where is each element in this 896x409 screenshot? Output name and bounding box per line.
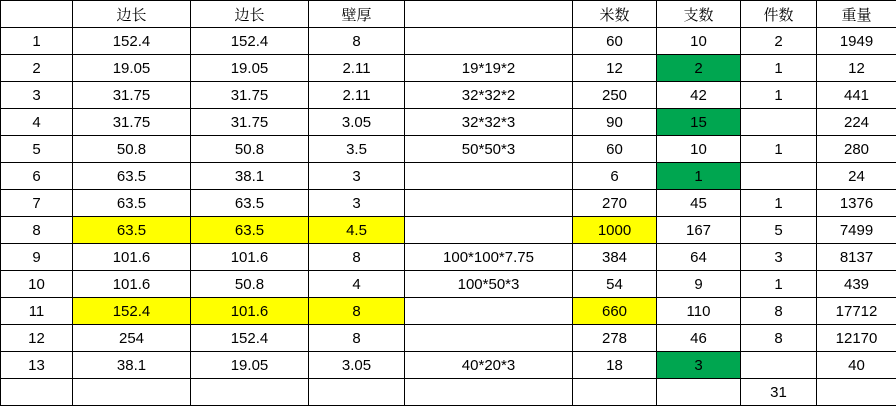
table-cell[interactable]: 1000 (573, 217, 657, 244)
table-cell[interactable]: 50.8 (191, 136, 309, 163)
table-cell[interactable]: 3 (1, 82, 73, 109)
table-cell[interactable]: 1 (741, 55, 817, 82)
table-cell[interactable]: 250 (573, 82, 657, 109)
table-cell-empty[interactable] (405, 298, 573, 325)
table-cell[interactable]: 254 (73, 325, 191, 352)
table-row (1, 217, 896, 244)
column-header[interactable]: 支数 (657, 1, 741, 28)
table-cell[interactable]: 13 (1, 352, 73, 379)
table-cell-empty[interactable] (741, 109, 817, 136)
table-cell-empty[interactable] (741, 352, 817, 379)
table-cell[interactable]: 8 (741, 325, 817, 352)
table-cell[interactable]: 50.8 (191, 271, 309, 298)
table-cell-empty[interactable] (191, 379, 309, 406)
table-cell[interactable]: 100*50*3 (405, 271, 573, 298)
table-cell[interactable]: 9 (1, 244, 73, 271)
table-cell[interactable]: 101.6 (73, 271, 191, 298)
table-header-row (1, 1, 896, 28)
table-cell-empty[interactable] (817, 379, 896, 406)
column-header[interactable]: 米数 (573, 1, 657, 28)
table-cell[interactable]: 19*19*2 (405, 55, 573, 82)
table-cell[interactable]: 19.05 (191, 55, 309, 82)
table-cell[interactable]: 15 (657, 109, 741, 136)
table-cell[interactable]: 280 (817, 136, 896, 163)
table-row (1, 325, 896, 352)
table-cell[interactable]: 38.1 (191, 163, 309, 190)
table-cell-empty[interactable] (405, 163, 573, 190)
table-cell[interactable]: 2 (657, 55, 741, 82)
table-cell[interactable]: 660 (573, 298, 657, 325)
table-cell[interactable]: 54 (573, 271, 657, 298)
table-cell[interactable]: 2.11 (309, 55, 405, 82)
table-cell[interactable]: 3 (309, 163, 405, 190)
column-header[interactable]: 边长 (73, 1, 191, 28)
table-cell[interactable]: 1376 (817, 190, 896, 217)
table-cell[interactable]: 63.5 (73, 163, 191, 190)
table-cell[interactable]: 63.5 (73, 190, 191, 217)
table-cell[interactable]: 1 (741, 136, 817, 163)
table-cell-empty[interactable] (309, 379, 405, 406)
table-cell[interactable]: 60 (573, 136, 657, 163)
table-cell[interactable]: 384 (573, 244, 657, 271)
table-cell[interactable]: 110 (657, 298, 741, 325)
table-cell[interactable]: 19.05 (191, 352, 309, 379)
table-cell[interactable]: 42 (657, 82, 741, 109)
table-cell[interactable]: 11 (1, 298, 73, 325)
table-cell[interactable]: 224 (817, 109, 896, 136)
table-cell[interactable]: 45 (657, 190, 741, 217)
table-row (1, 82, 896, 109)
table-cell[interactable]: 8 (309, 244, 405, 271)
table-cell[interactable]: 32*32*2 (405, 82, 573, 109)
table-cell[interactable]: 18 (573, 352, 657, 379)
table-cell[interactable]: 1 (741, 82, 817, 109)
column-header[interactable]: 边长 (191, 1, 309, 28)
column-header-empty[interactable] (1, 1, 73, 28)
table-cell[interactable]: 1 (1, 28, 73, 55)
table-cell[interactable]: 32*32*3 (405, 109, 573, 136)
table-cell[interactable]: 152.4 (191, 28, 309, 55)
table-cell[interactable]: 19.05 (73, 55, 191, 82)
table-cell[interactable]: 1 (741, 271, 817, 298)
column-header[interactable]: 重量 (817, 1, 896, 28)
table-cell[interactable]: 4 (309, 271, 405, 298)
table-cell[interactable]: 3 (309, 190, 405, 217)
table-cell[interactable]: 441 (817, 82, 896, 109)
table-cell[interactable]: 8 (741, 298, 817, 325)
table-row (1, 136, 896, 163)
table-cell[interactable]: 50*50*3 (405, 136, 573, 163)
table-cell[interactable]: 10 (1, 271, 73, 298)
table-cell[interactable]: 12 (817, 55, 896, 82)
column-header-empty[interactable] (405, 1, 573, 28)
table-cell[interactable]: 8137 (817, 244, 896, 271)
table-cell[interactable]: 10 (657, 136, 741, 163)
table-row (1, 352, 896, 379)
table-cell[interactable]: 31.75 (73, 82, 191, 109)
table-cell[interactable]: 8 (309, 298, 405, 325)
table-cell[interactable]: 152.4 (73, 28, 191, 55)
table-cell[interactable]: 10 (657, 28, 741, 55)
table-cell[interactable]: 101.6 (73, 244, 191, 271)
table-cell[interactable]: 3.05 (309, 352, 405, 379)
table-row (1, 28, 896, 55)
table-cell-empty[interactable] (405, 28, 573, 55)
table-cell[interactable]: 90 (573, 109, 657, 136)
table-cell[interactable]: 40 (817, 352, 896, 379)
table-cell[interactable]: 64 (657, 244, 741, 271)
table-cell[interactable]: 101.6 (191, 298, 309, 325)
table-row (1, 298, 896, 325)
table-cell[interactable]: 12170 (817, 325, 896, 352)
table-cell[interactable]: 3 (741, 244, 817, 271)
table-cell-empty[interactable] (405, 379, 573, 406)
table-cell-empty[interactable] (405, 190, 573, 217)
table-row (1, 244, 896, 271)
table-cell[interactable]: 5 (1, 136, 73, 163)
table-cell[interactable]: 24 (817, 163, 896, 190)
table-cell[interactable]: 270 (573, 190, 657, 217)
table-row (1, 271, 896, 298)
table-cell[interactable]: 38.1 (73, 352, 191, 379)
table-cell[interactable]: 8 (309, 28, 405, 55)
table-cell[interactable]: 63.5 (73, 217, 191, 244)
table-cell[interactable]: 8 (309, 325, 405, 352)
table-body (1, 1, 896, 406)
table-cell-empty[interactable] (405, 217, 573, 244)
table-cell[interactable]: 7499 (817, 217, 896, 244)
table-cell[interactable]: 1 (657, 163, 741, 190)
table-cell[interactable]: 40*20*3 (405, 352, 573, 379)
table-row (1, 55, 896, 82)
table-cell[interactable]: 7 (1, 190, 73, 217)
table-cell[interactable]: 152.4 (191, 325, 309, 352)
table-cell[interactable]: 31.75 (191, 109, 309, 136)
table-cell[interactable]: 50.8 (73, 136, 191, 163)
table-cell[interactable]: 12 (573, 55, 657, 82)
table-cell[interactable]: 2.11 (309, 82, 405, 109)
table-cell[interactable]: 4.5 (309, 217, 405, 244)
table-cell[interactable]: 4 (1, 109, 73, 136)
table-cell[interactable]: 6 (573, 163, 657, 190)
table-cell[interactable]: 63.5 (191, 190, 309, 217)
table-cell[interactable]: 31 (741, 379, 817, 406)
table-cell[interactable]: 167 (657, 217, 741, 244)
table-row (1, 109, 896, 136)
table-row (1, 163, 896, 190)
table-cell[interactable]: 278 (573, 325, 657, 352)
table-cell-empty[interactable] (573, 379, 657, 406)
table-cell[interactable]: 3.05 (309, 109, 405, 136)
table-cell[interactable]: 3 (657, 352, 741, 379)
table-cell[interactable]: 1 (741, 190, 817, 217)
table-cell[interactable]: 63.5 (191, 217, 309, 244)
table-cell[interactable]: 12 (1, 325, 73, 352)
table-cell[interactable]: 1949 (817, 28, 896, 55)
table-cell[interactable]: 101.6 (191, 244, 309, 271)
table-cell-empty[interactable] (73, 379, 191, 406)
table-cell[interactable]: 5 (741, 217, 817, 244)
column-header[interactable]: 件数 (741, 1, 817, 28)
table-cell[interactable]: 46 (657, 325, 741, 352)
table-cell-empty[interactable] (405, 325, 573, 352)
table-row (1, 190, 896, 217)
table-cell[interactable]: 9 (657, 271, 741, 298)
table-cell-empty[interactable] (1, 379, 73, 406)
table-cell[interactable]: 31.75 (73, 109, 191, 136)
table-cell[interactable]: 60 (573, 28, 657, 55)
table-cell[interactable]: 152.4 (73, 298, 191, 325)
table-cell[interactable]: 2 (741, 28, 817, 55)
table-row (1, 379, 896, 406)
table-cell-empty[interactable] (657, 379, 741, 406)
table-cell[interactable]: 17712 (817, 298, 896, 325)
table-cell[interactable]: 8 (1, 217, 73, 244)
table-cell-empty[interactable] (741, 163, 817, 190)
column-header[interactable]: 壁厚 (309, 1, 405, 28)
table-cell[interactable]: 100*100*7.75 (405, 244, 573, 271)
table-cell[interactable]: 3.5 (309, 136, 405, 163)
table-cell[interactable]: 31.75 (191, 82, 309, 109)
table-cell[interactable]: 2 (1, 55, 73, 82)
table-cell[interactable]: 6 (1, 163, 73, 190)
table-cell[interactable]: 439 (817, 271, 896, 298)
